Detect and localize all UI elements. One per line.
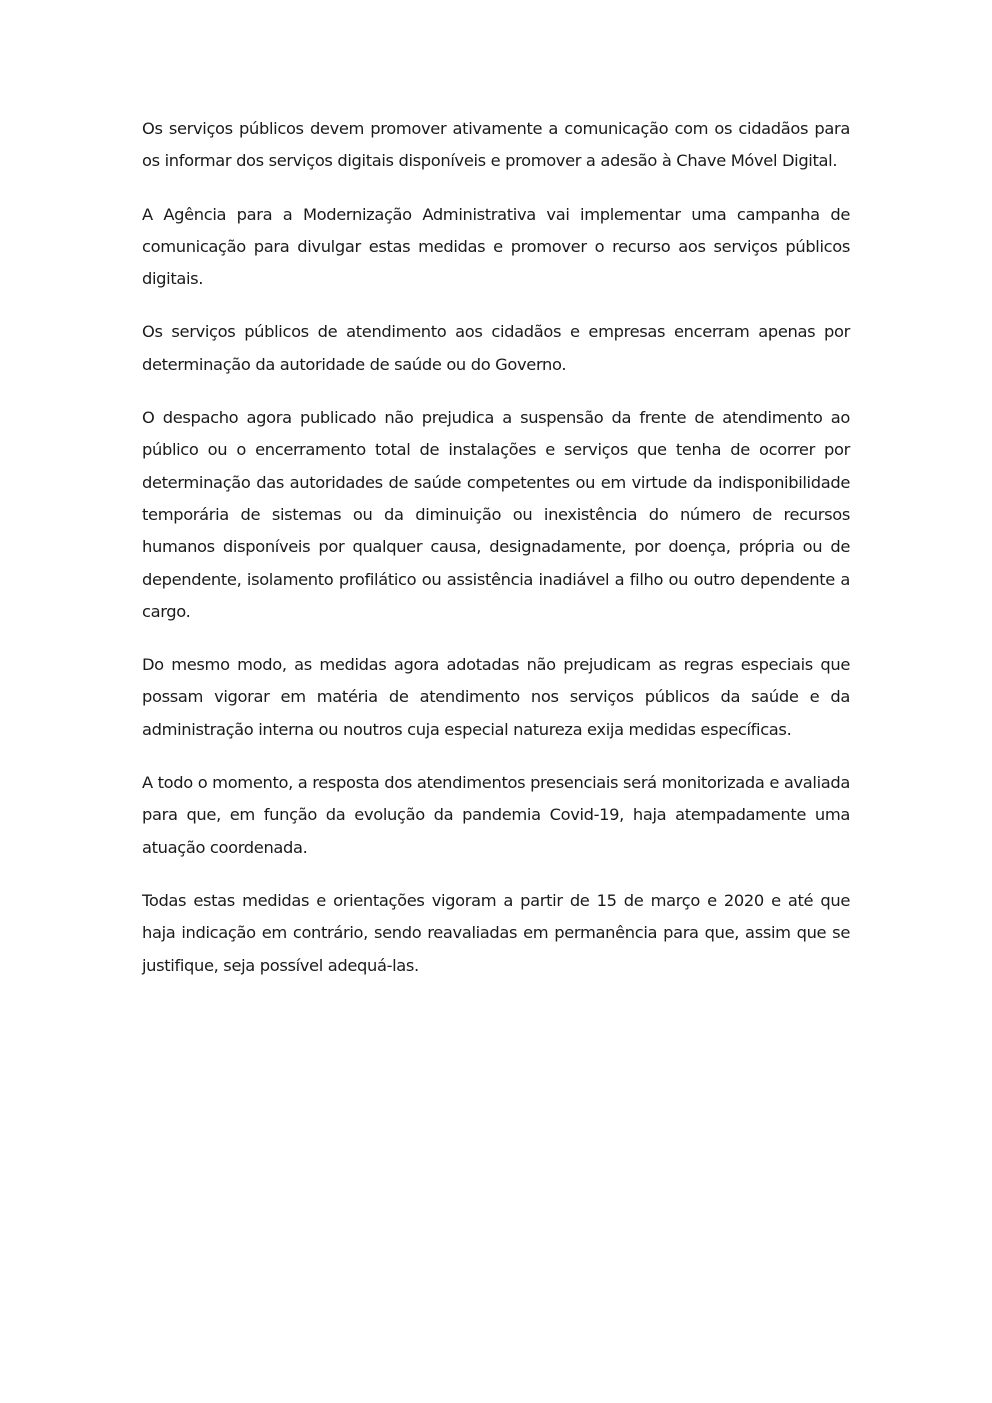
paragraph-digital-services: Os serviços públicos devem promover ativamente a comunicação com os cidadãos para os informar dos serviços digitais disponíveis e promover a adesão à Chave Móvel Digital. [142, 119, 850, 171]
paragraph-dispatch-suspension: O despacho agora publicado não prejudica a suspensão da frente de atendimento ao público ou o encerramento total de instalações e serviços que tenha de ocorrer por determinação das autoridades de saúde competentes ou em virtude da indisponibilidade temporária de sistemas ou da diminuição ou inexistência do número de recursos humanos disponíveis por qualquer causa, designadamente, por doença, própria ou de dependente, isolamento profilático ou assistência inadiável a filho ou outro dependente a cargo. [142, 408, 850, 621]
document-body [142, 113, 850, 1003]
paragraph-monitoring: A todo o momento, a resposta dos atendimentos presenciais será monitorizada e avaliada para que, em função da evolução da pandemia Covid-19, haja atempadamente uma atuação coordenada. [142, 773, 850, 857]
paragraph-validity: Todas estas medidas e orientações vigoram a partir de 15 de março e 2020 e até que haja indicação em contrário, sendo reavaliadas em permanência para que, assim que se justifique, seja possível adequá-las. [142, 890, 850, 975]
paragraph-ama-campaign: A Agência para a Modernização Administrativa vai implementar uma campanha de comunicação para divulgar estas medidas e promover o recurso aos serviços públicos digitais. [142, 204, 850, 289]
paragraph-special-rules: Do mesmo modo, as medidas agora adotadas não prejudicam as regras especiais que possam vigorar em matéria de atendimento nos serviços públicos da saúde e da administração interna ou noutros cuja especial natureza exija medidas específicas. [142, 655, 850, 739]
paragraph-closure-authority: Os serviços públicos de atendimento aos cidadãos e empresas encerram apenas por determinação da autoridade de saúde ou do Governo. [142, 322, 850, 374]
